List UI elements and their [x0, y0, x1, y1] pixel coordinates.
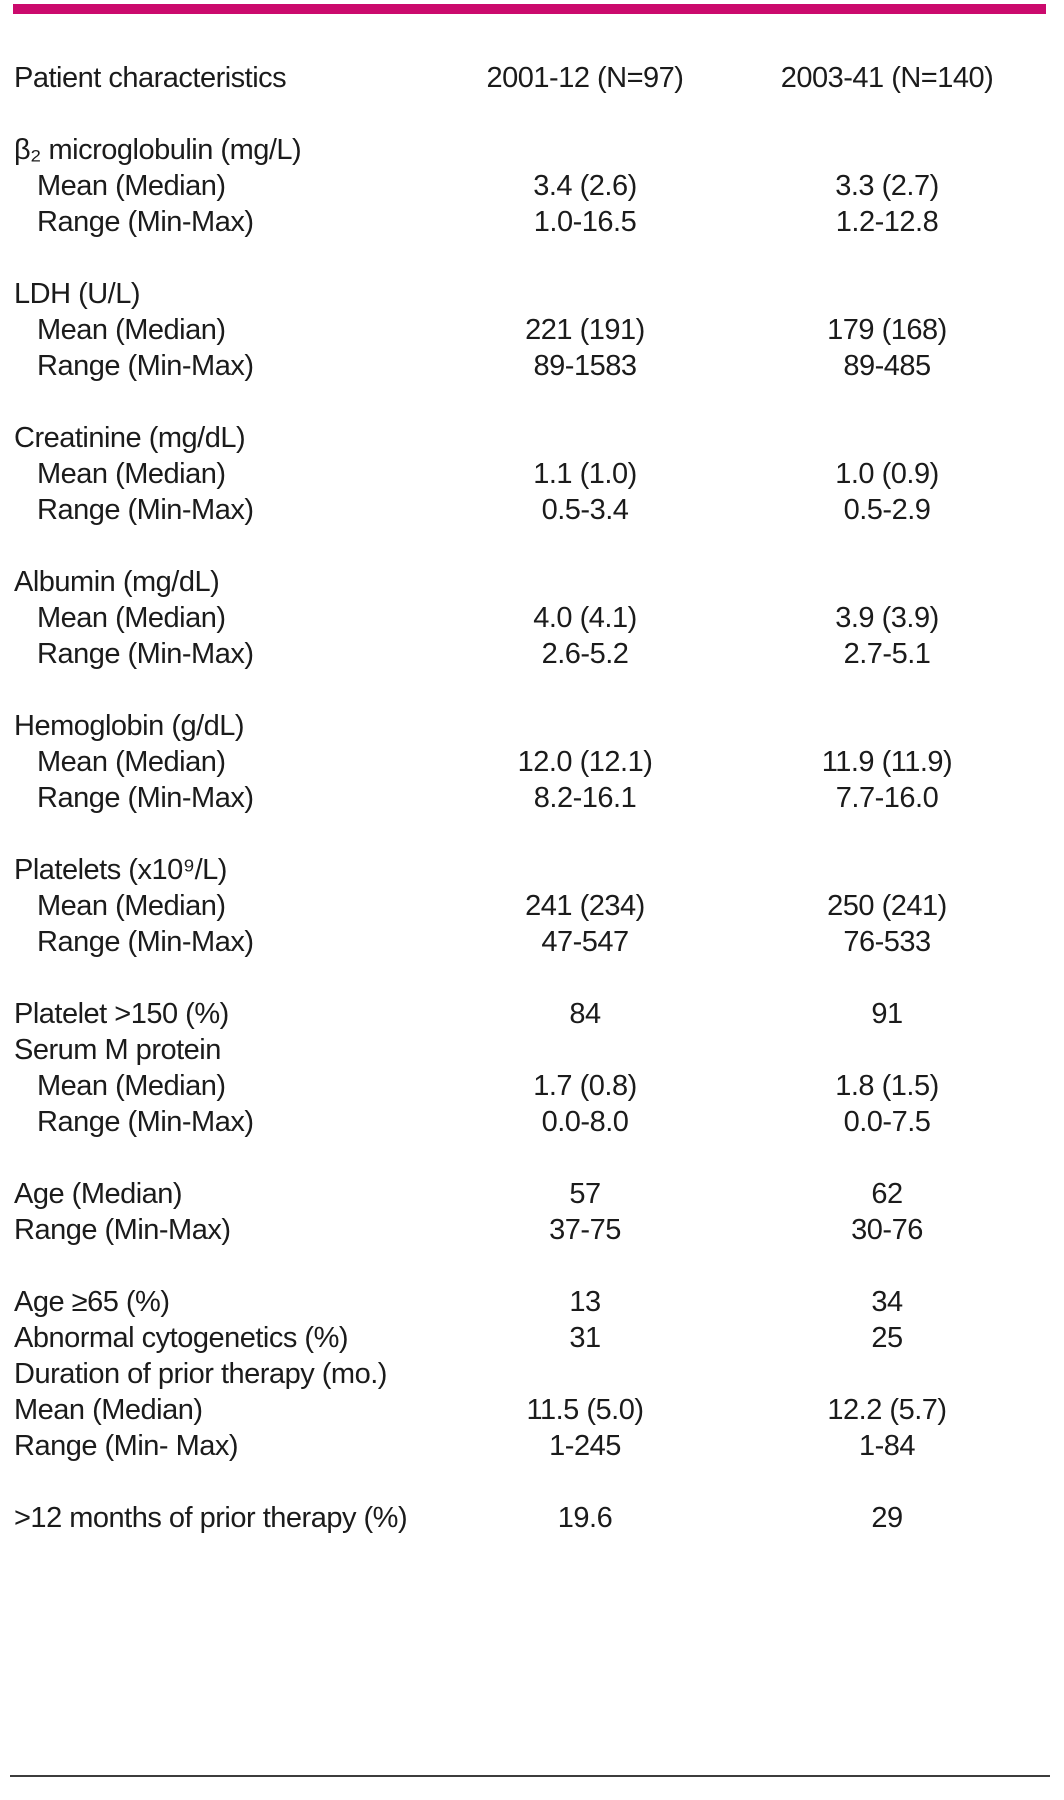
table-section [0, 708, 1064, 816]
table-row [0, 204, 1064, 240]
row-label: Range (Min-Max) [37, 638, 254, 670]
table-row [0, 1284, 1064, 1320]
cell-col1: 0.0-8.0 [541, 1106, 629, 1138]
table-row [0, 636, 1064, 672]
table-row [0, 1320, 1064, 1356]
row-label: Creatinine (mg/dL) [14, 422, 246, 454]
table-row [0, 924, 1064, 960]
row-label: Hemoglobin (g/dL) [14, 710, 245, 742]
cell-col1: 19.6 [557, 1502, 613, 1534]
cell-col1: 31 [569, 1322, 601, 1354]
cell-col2: 3.3 (2.7) [835, 170, 939, 202]
table-row [0, 1212, 1064, 1248]
table-row [0, 312, 1064, 348]
row-label: β₂ microglobulin (mg/L) [14, 134, 302, 166]
table-row [0, 996, 1064, 1032]
cell-col2: 1.8 (1.5) [835, 1070, 939, 1102]
table-section [0, 132, 1064, 240]
table-row [0, 1104, 1064, 1140]
cell-col1: 4.0 (4.1) [533, 602, 637, 634]
cell-col2: 7.7-16.0 [835, 782, 939, 814]
row-label: Mean (Median) [37, 314, 226, 346]
table-row [0, 780, 1064, 816]
row-label: Platelets (x10⁹/L) [14, 854, 227, 886]
table-row [0, 600, 1064, 636]
row-label: Abnormal cytogenetics (%) [14, 1322, 349, 1354]
table-row [0, 1068, 1064, 1104]
cell-col1: 1.7 (0.8) [533, 1070, 637, 1102]
row-label: Range (Min-Max) [37, 206, 254, 238]
table-row [0, 1176, 1064, 1212]
cell-col1: 241 (234) [525, 890, 645, 922]
cell-col2: 12.2 (5.7) [827, 1394, 947, 1426]
cell-col1: 2.6-5.2 [541, 638, 629, 670]
table-row [0, 852, 1064, 888]
cell-col2: 91 [871, 998, 903, 1030]
table-row [0, 420, 1064, 456]
cell-col2: 29 [871, 1502, 903, 1534]
cell-col2: 76-533 [843, 926, 931, 958]
row-label: Duration of prior therapy (mo.) [14, 1358, 387, 1390]
row-label: Mean (Median) [14, 1394, 203, 1426]
row-label: Mean (Median) [37, 170, 226, 202]
cell-col2: 25 [871, 1322, 903, 1354]
table-row [0, 168, 1064, 204]
cell-col1: 47-547 [541, 926, 629, 958]
row-label: Platelet >150 (%) [14, 998, 229, 1030]
table-section [0, 1176, 1064, 1248]
table-section [0, 1284, 1064, 1464]
cell-col2: 3.9 (3.9) [835, 602, 939, 634]
table-section [0, 852, 1064, 960]
table-section [0, 564, 1064, 672]
row-label: >12 months of prior therapy (%) [14, 1502, 408, 1534]
cell-col2: 0.0-7.5 [843, 1106, 931, 1138]
cell-col2: 30-76 [851, 1214, 923, 1246]
row-label: Mean (Median) [37, 746, 226, 778]
cell-col1: 221 (191) [525, 314, 645, 346]
row-label: Range (Min-Max) [37, 926, 254, 958]
table-section [0, 420, 1064, 528]
cell-col1: 13 [569, 1286, 601, 1318]
table-header-row [0, 60, 1064, 96]
row-label: Age ≥65 (%) [14, 1286, 170, 1318]
row-label: Serum M protein [14, 1034, 221, 1066]
row-label: Mean (Median) [37, 458, 226, 490]
cell-col1: 12.0 (12.1) [517, 746, 653, 778]
row-label: Range (Min- Max) [14, 1430, 239, 1462]
cell-col1: 1.0-16.5 [533, 206, 637, 238]
cell-col2: 62 [871, 1178, 903, 1210]
table-row [0, 1356, 1064, 1392]
row-label: Range (Min-Max) [37, 350, 254, 382]
cell-col2: 89-485 [843, 350, 931, 382]
top-accent-bar [13, 4, 1046, 14]
table-row [0, 1500, 1064, 1536]
table-row [0, 276, 1064, 312]
cell-col2: 2.7-5.1 [843, 638, 931, 670]
header-col2: 2003-41 (N=140) [780, 62, 994, 94]
table-row [0, 492, 1064, 528]
row-label: Mean (Median) [37, 602, 226, 634]
cell-col2: 179 (168) [827, 314, 947, 346]
table-row [0, 744, 1064, 780]
table-row [0, 564, 1064, 600]
row-label: Range (Min-Max) [37, 1106, 254, 1138]
cell-col1: 1-245 [549, 1430, 621, 1462]
table-row [0, 708, 1064, 744]
table-row [0, 132, 1064, 168]
cell-col1: 0.5-3.4 [541, 494, 629, 526]
table-section [0, 1500, 1064, 1536]
table-section [0, 996, 1064, 1140]
cell-col1: 57 [569, 1178, 601, 1210]
cell-col1: 8.2-16.1 [533, 782, 637, 814]
cell-col1: 89-1583 [533, 350, 637, 382]
table-row [0, 1428, 1064, 1464]
cell-col1: 84 [569, 998, 601, 1030]
cell-col1: 11.5 (5.0) [526, 1394, 644, 1426]
row-label: Mean (Median) [37, 1070, 226, 1102]
table-body [0, 132, 1064, 1536]
patient-characteristics-table [0, 60, 1064, 1536]
row-label: Range (Min-Max) [37, 782, 254, 814]
cell-col2: 34 [871, 1286, 903, 1318]
table-row [0, 1392, 1064, 1428]
bottom-rule [10, 1775, 1050, 1777]
cell-col2: 11.9 (11.9) [821, 746, 953, 778]
table-row [0, 888, 1064, 924]
cell-col2: 1.2-12.8 [835, 206, 939, 238]
cell-col2: 1.0 (0.9) [835, 458, 939, 490]
row-label: Mean (Median) [37, 890, 226, 922]
row-label: Albumin (mg/dL) [14, 566, 220, 598]
cell-col2: 0.5-2.9 [843, 494, 931, 526]
table-row [0, 348, 1064, 384]
cell-col2: 1-84 [858, 1430, 916, 1462]
row-label: Range (Min-Max) [14, 1214, 231, 1246]
header-col1: 2001-12 (N=97) [486, 62, 684, 94]
cell-col2: 250 (241) [827, 890, 947, 922]
header-label: Patient characteristics [14, 62, 287, 94]
cell-col1: 37-75 [549, 1214, 621, 1246]
cell-col1: 1.1 (1.0) [533, 458, 637, 490]
row-label: Range (Min-Max) [37, 494, 254, 526]
table-row [0, 456, 1064, 492]
row-label: LDH (U/L) [14, 278, 141, 310]
row-label: Age (Median) [14, 1178, 183, 1210]
table-row [0, 1032, 1064, 1068]
table-section [0, 276, 1064, 384]
cell-col1: 3.4 (2.6) [533, 170, 637, 202]
